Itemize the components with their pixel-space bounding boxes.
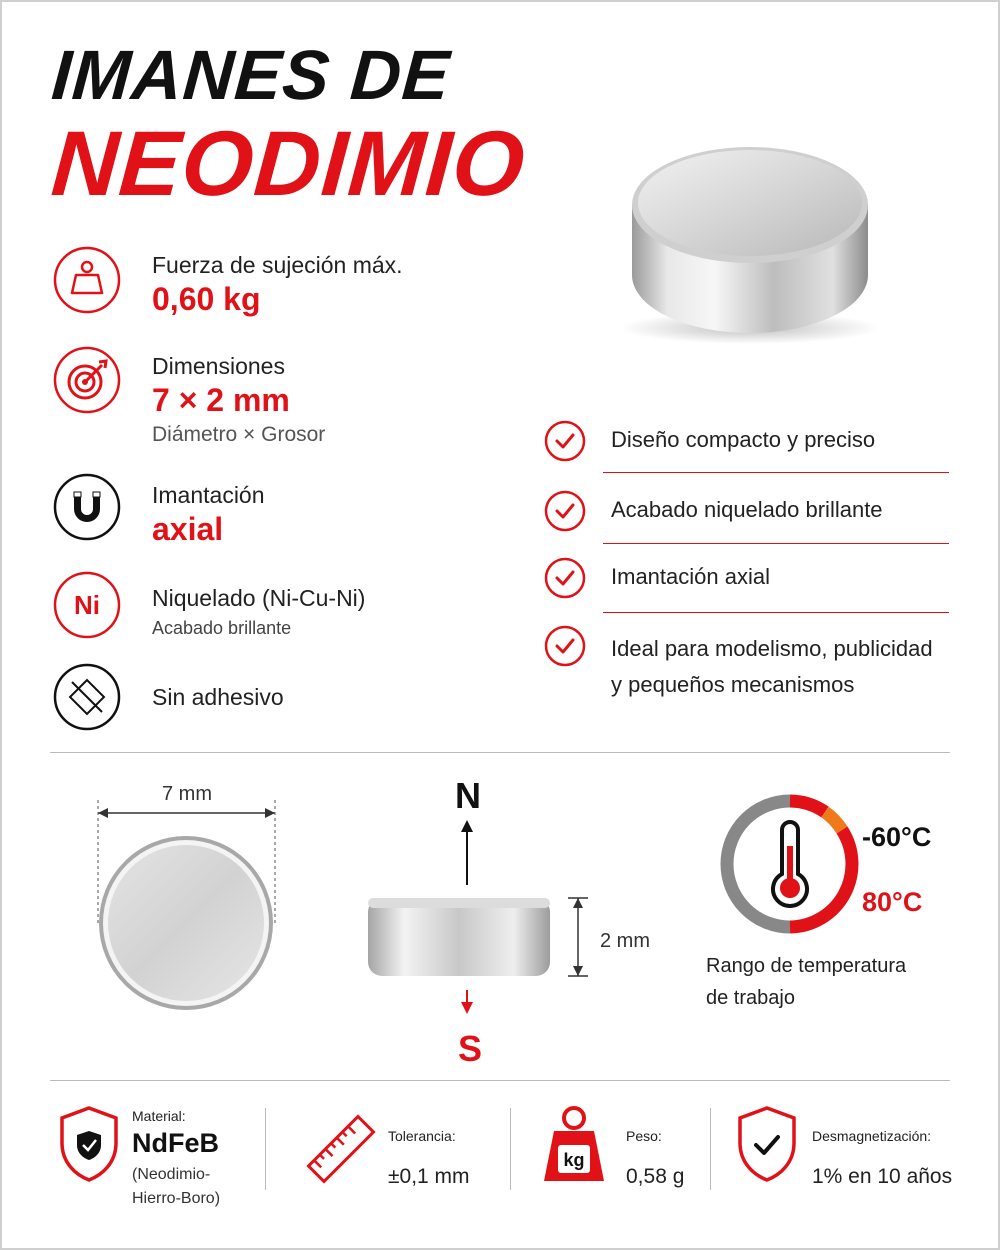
title-line-1: IMANES DE [49, 36, 453, 114]
bottom-divider [710, 1108, 711, 1190]
tolerance-value: ±0,1 mm [388, 1165, 470, 1188]
dimensions-value: 7 × 2 mm [152, 382, 290, 418]
material-sub-line-2: Hierro-Boro) [132, 1190, 221, 1207]
material-label: Material: [132, 1108, 186, 1124]
bottom-divider [510, 1108, 511, 1190]
side-view-diagram [360, 818, 610, 1033]
magnet-icon [52, 472, 122, 542]
bottom-divider [265, 1108, 266, 1190]
magnet-product-image [600, 110, 900, 350]
temp-min: -60°C [862, 822, 932, 852]
check-icon [544, 420, 586, 462]
dimensions-label: Dimensiones [152, 353, 285, 379]
shield-check-icon [736, 1105, 798, 1183]
feature-text: Acabado niquelado brillante [611, 497, 883, 522]
dimensions-sub: Diámetro × Grosor [152, 423, 326, 446]
ruler-icon [298, 1110, 378, 1190]
demag-value: 1% en 10 años [812, 1165, 953, 1188]
feature-divider [603, 612, 949, 613]
thickness-label: 2 mm [600, 930, 650, 952]
weight-value: 0,58 g [626, 1165, 685, 1188]
south-pole-label: S [458, 1028, 483, 1069]
plating-label: Niquelado (Ni-Cu-Ni) [152, 585, 366, 611]
no-adhesive-icon [52, 662, 122, 732]
feature-text: Diseño compacto y preciso [611, 427, 876, 452]
top-view-diagram [90, 795, 285, 1020]
check-icon [544, 625, 586, 667]
holding-force-label: Fuerza de sujeción máx. [152, 252, 403, 278]
weight-label: Peso: [626, 1128, 662, 1144]
shield-icon [58, 1105, 120, 1183]
nickel-icon-text: Ni [74, 590, 100, 620]
plating-sub: Acabado brillante [152, 618, 292, 638]
demag-label: Desmagnetización: [812, 1128, 932, 1144]
weight-icon [52, 245, 122, 315]
holding-force-value: 0,60 kg [152, 281, 261, 317]
feature-text-line-1: Ideal para modelismo, publicidad [611, 636, 933, 661]
feature-text: Imantación axial [611, 564, 770, 589]
title-line-2: NEODIMIO [48, 113, 529, 215]
weight-icon-text: kg [563, 1150, 585, 1170]
diameter-label: 7 mm [162, 783, 212, 805]
check-icon [544, 490, 586, 532]
feature-text-line-2: y pequeños mecanismos [611, 672, 855, 698]
thermometer-gauge-icon [718, 792, 863, 937]
no-adhesive-label: Sin adhesivo [152, 684, 284, 710]
magnetization-label: Imantación [152, 482, 265, 508]
magnetization-value: axial [152, 511, 224, 547]
temp-max: 80°C [862, 887, 923, 917]
north-pole-label: N [455, 775, 481, 816]
tolerance-label: Tolerancia: [388, 1128, 456, 1144]
material-sub-line-1: (Neodimio- [132, 1166, 211, 1183]
feature-divider [603, 543, 949, 544]
section-divider [50, 752, 950, 753]
target-icon [52, 345, 122, 415]
section-divider [50, 1080, 950, 1081]
feature-divider [603, 472, 949, 473]
temp-caption-line-1: Rango de temperatura [706, 955, 907, 977]
weight-kg-icon [540, 1103, 608, 1185]
temp-caption-line-2: de trabajo [706, 987, 795, 1009]
check-icon [544, 557, 586, 599]
nickel-icon [52, 570, 122, 640]
material-value: NdFeB [132, 1128, 219, 1158]
